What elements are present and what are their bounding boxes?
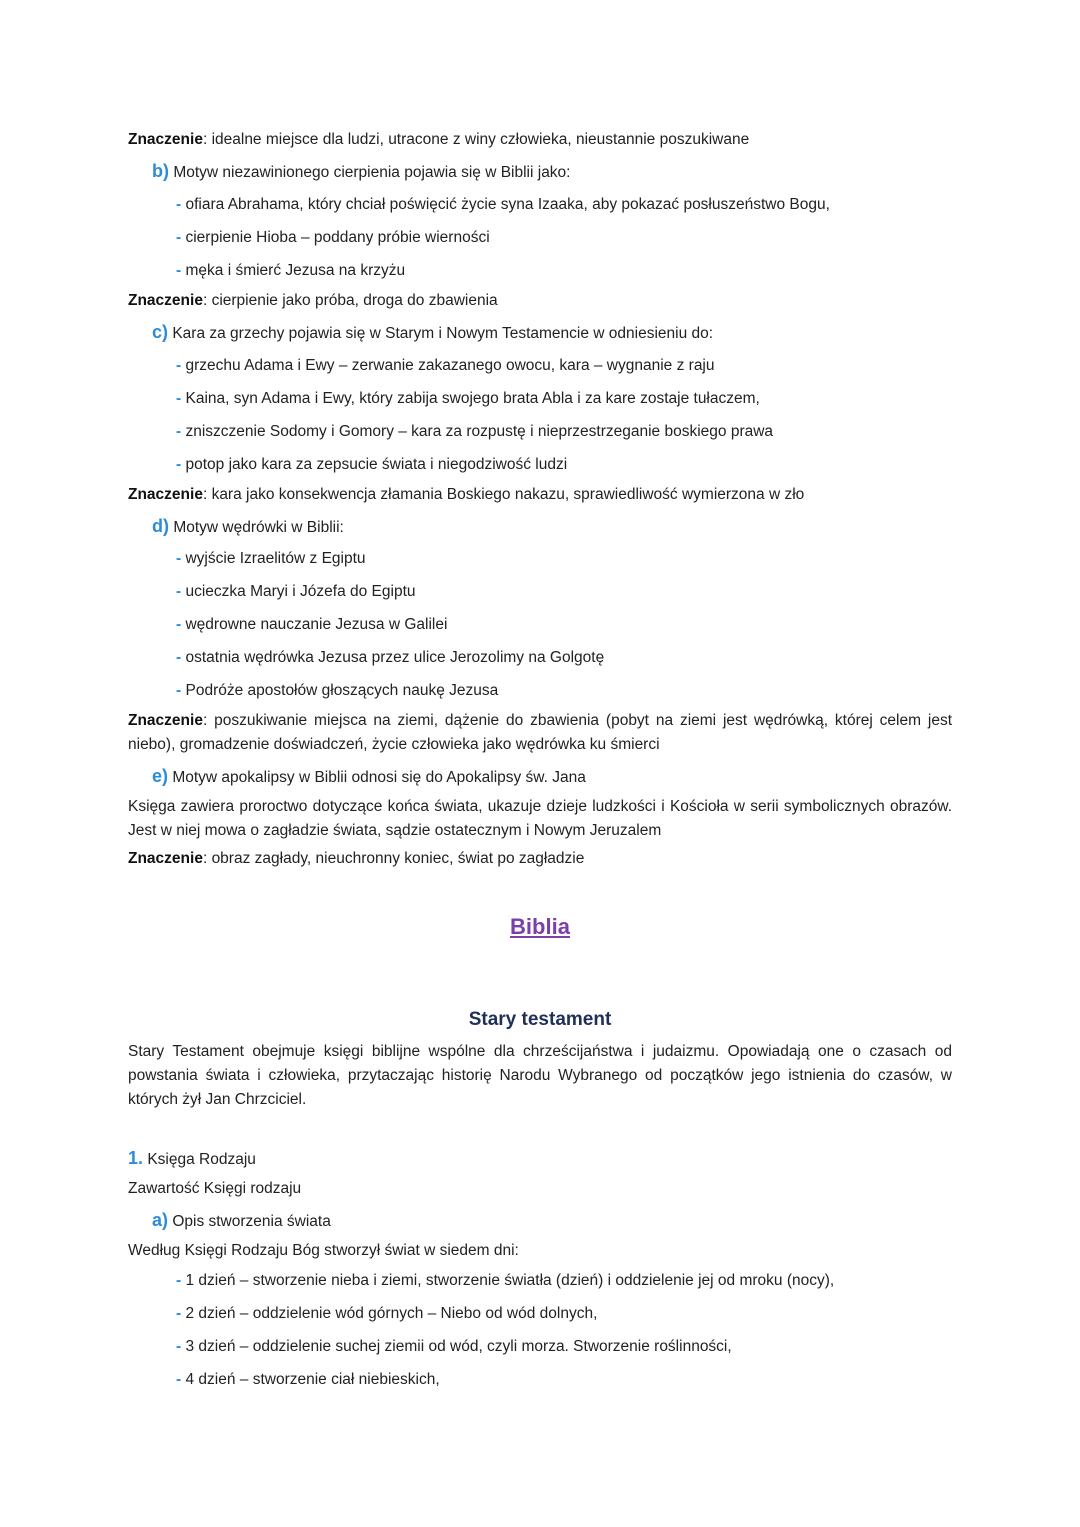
list-item bbox=[176, 1336, 732, 1358]
list-item bbox=[176, 647, 604, 669]
list-item bbox=[176, 260, 405, 282]
section-letter: b) bbox=[152, 161, 169, 181]
meaning-label: Znaczenie bbox=[128, 712, 203, 729]
section-letter: d) bbox=[152, 516, 169, 536]
dash-bullet: - bbox=[176, 1272, 182, 1289]
meaning-text: : poszukiwanie miejsca na ziemi, dążenie do zbawienia (pobyt na ziemi jest wędrówką, której celem jest niebo), gromadzenie doświadczeń, życie człowieka jako wędrówka ku śmierci bbox=[128, 712, 952, 753]
list-item bbox=[176, 614, 447, 636]
list-item bbox=[176, 581, 416, 603]
meaning-text: : idealne miejsce dla ludzi, utracone z winy człowieka, nieustannie poszukiwane bbox=[202, 131, 750, 148]
meaning-label: Znaczenie bbox=[128, 850, 203, 867]
meaning-label: Znaczenie bbox=[128, 486, 203, 503]
list-item bbox=[176, 355, 715, 377]
dash-bullet: - bbox=[176, 616, 182, 633]
section-letter: e) bbox=[152, 766, 169, 786]
dash-bullet: - bbox=[176, 1338, 182, 1355]
old-testament-intro: Stary Testament obejmuje księgi biblijne wspólne dla chrześcijaństwa i judaizmu. Opowiadają one o czasach od powstania świata i człowieka, przytaczając historię Narodu Wybranego od początków jego istnienia do czasów, w których żył Jan Chrzciciel. bbox=[128, 1043, 952, 1108]
meaning-label: Znaczenie bbox=[128, 292, 203, 309]
section-letter: a) bbox=[152, 1210, 169, 1230]
dash-bullet: - bbox=[176, 423, 182, 440]
list-item-text: 2 dzień – oddzielenie wód górnych – Niebo od wód dolnych, bbox=[185, 1305, 598, 1322]
section-d-meaning bbox=[128, 709, 952, 757]
dash-bullet: - bbox=[176, 583, 182, 600]
dash-bullet: - bbox=[176, 550, 182, 567]
list-item-text: zniszczenie Sodomy i Gomory – kara za rozpustę i nieprzestrzeganie boskiego prawa bbox=[185, 423, 774, 440]
page-title: Biblia bbox=[510, 914, 570, 939]
list-item-text: grzechu Adama i Ewy – zerwanie zakazanego owocu, kara – wygnanie z raju bbox=[185, 357, 715, 374]
list-item bbox=[176, 1270, 834, 1292]
list-item bbox=[176, 548, 366, 570]
section-b-meaning bbox=[128, 290, 498, 312]
list-item-text: 3 dzień – oddzielenie suchej ziemii od wód, czyli morza. Stworzenie roślinności, bbox=[185, 1338, 732, 1355]
dash-bullet: - bbox=[176, 229, 182, 246]
meaning-text: : cierpienie jako próba, droga do zbawienia bbox=[202, 292, 498, 309]
list-item-text: ofiara Abrahama, który chciał poświęcić życie syna Izaaka, aby pokazać posłuszeństwo Bogu, bbox=[185, 196, 830, 213]
list-item bbox=[176, 421, 773, 443]
section-title: Opis stworzenia świata bbox=[172, 1213, 331, 1230]
list-item-text: męka i śmierć Jezusa na krzyżu bbox=[185, 262, 406, 279]
dash-bullet: - bbox=[176, 390, 182, 407]
section-title: Motyw wędrówki w Biblii: bbox=[173, 519, 344, 536]
list-item bbox=[176, 388, 760, 410]
section-c-heading bbox=[152, 321, 713, 345]
dash-bullet: - bbox=[176, 1305, 182, 1322]
section-heading: Stary testament bbox=[468, 1009, 612, 1030]
dash-bullet: - bbox=[176, 1371, 182, 1388]
section-title: Kara za grzechy pojawia się w Starym i Nowym Testamencie w odniesieniu do: bbox=[172, 325, 714, 342]
book-title: Księga Rodzaju bbox=[147, 1151, 256, 1168]
meaning-text: : obraz zagłady, nieuchronny koniec, świat po zagładzie bbox=[202, 850, 585, 867]
list-item bbox=[176, 194, 830, 216]
dash-bullet: - bbox=[176, 357, 182, 374]
list-item-text: wyjście Izraelitów z Egiptu bbox=[185, 550, 366, 567]
list-item-text: 4 dzień – stworzenie ciał niebieskich, bbox=[185, 1371, 440, 1388]
meaning-label: Znaczenie bbox=[128, 131, 203, 148]
section-letter: c) bbox=[152, 322, 169, 342]
list-item bbox=[176, 454, 567, 476]
apocalypse-paragraph: Księga zawiera proroctwo dotyczące końca świata, ukazuje dzieje ludzkości i Kościoła w serii symbolicznych obrazów. Jest w niej mowa o zagładzie świata, sądzie ostatecznym i Nowym Jeruzalem bbox=[128, 798, 952, 839]
book-number: 1. bbox=[128, 1148, 144, 1168]
list-item-text: wędrowne nauczanie Jezusa w Galilei bbox=[185, 616, 448, 633]
section-title: Motyw niezawinionego cierpienia pojawia się w Biblii jako: bbox=[173, 164, 571, 181]
list-item-text: cierpienie Hioba – poddany próbie wierności bbox=[185, 229, 490, 246]
list-item-text: Kaina, syn Adama i Ewy, który zabija swojego brata Abla i za kare zostaje tułaczem, bbox=[185, 390, 760, 407]
dash-bullet: - bbox=[176, 456, 182, 473]
list-item-text: ostatnia wędrówka Jezusa przez ulice Jerozolimy na Golgotę bbox=[185, 649, 605, 666]
list-item bbox=[176, 1303, 597, 1325]
creation-heading bbox=[152, 1209, 331, 1233]
dash-bullet: - bbox=[176, 649, 182, 666]
section-e-meaning bbox=[128, 848, 584, 870]
section-c-meaning bbox=[128, 484, 804, 506]
list-item-text: ucieczka Maryi i Józefa do Egiptu bbox=[185, 583, 416, 600]
book-heading bbox=[128, 1147, 256, 1171]
list-item-text: potop jako kara za zepsucie świata i niegodziwość ludzi bbox=[185, 456, 568, 473]
list-item bbox=[176, 680, 498, 702]
dash-bullet: - bbox=[176, 682, 182, 699]
section-d-heading bbox=[152, 515, 344, 539]
book-contents-label: Zawartość Księgi rodzaju bbox=[128, 1180, 302, 1197]
dash-bullet: - bbox=[176, 262, 182, 279]
section-e-heading bbox=[152, 765, 586, 789]
creation-intro: Według Księgi Rodzaju Bóg stworzył świat w siedem dni: bbox=[128, 1242, 519, 1259]
dash-bullet: - bbox=[176, 196, 182, 213]
list-item bbox=[176, 1369, 440, 1391]
section-title: Motyw apokalipsy w Biblii odnosi się do Apokalipsy św. Jana bbox=[172, 769, 586, 786]
list-item-text: Podróże apostołów głoszących naukę Jezusa bbox=[185, 682, 499, 699]
section-b-heading bbox=[152, 160, 571, 184]
list-item-text: 1 dzień – stworzenie nieba i ziemi, stworzenie światła (dzień) i oddzielenie jej od mroku (nocy), bbox=[185, 1272, 835, 1289]
list-item bbox=[176, 227, 490, 249]
raj-meaning-line bbox=[128, 129, 749, 151]
meaning-text: : kara jako konsekwencja złamania Boskiego nakazu, sprawiedliwość wymierzona w zło bbox=[202, 486, 805, 503]
